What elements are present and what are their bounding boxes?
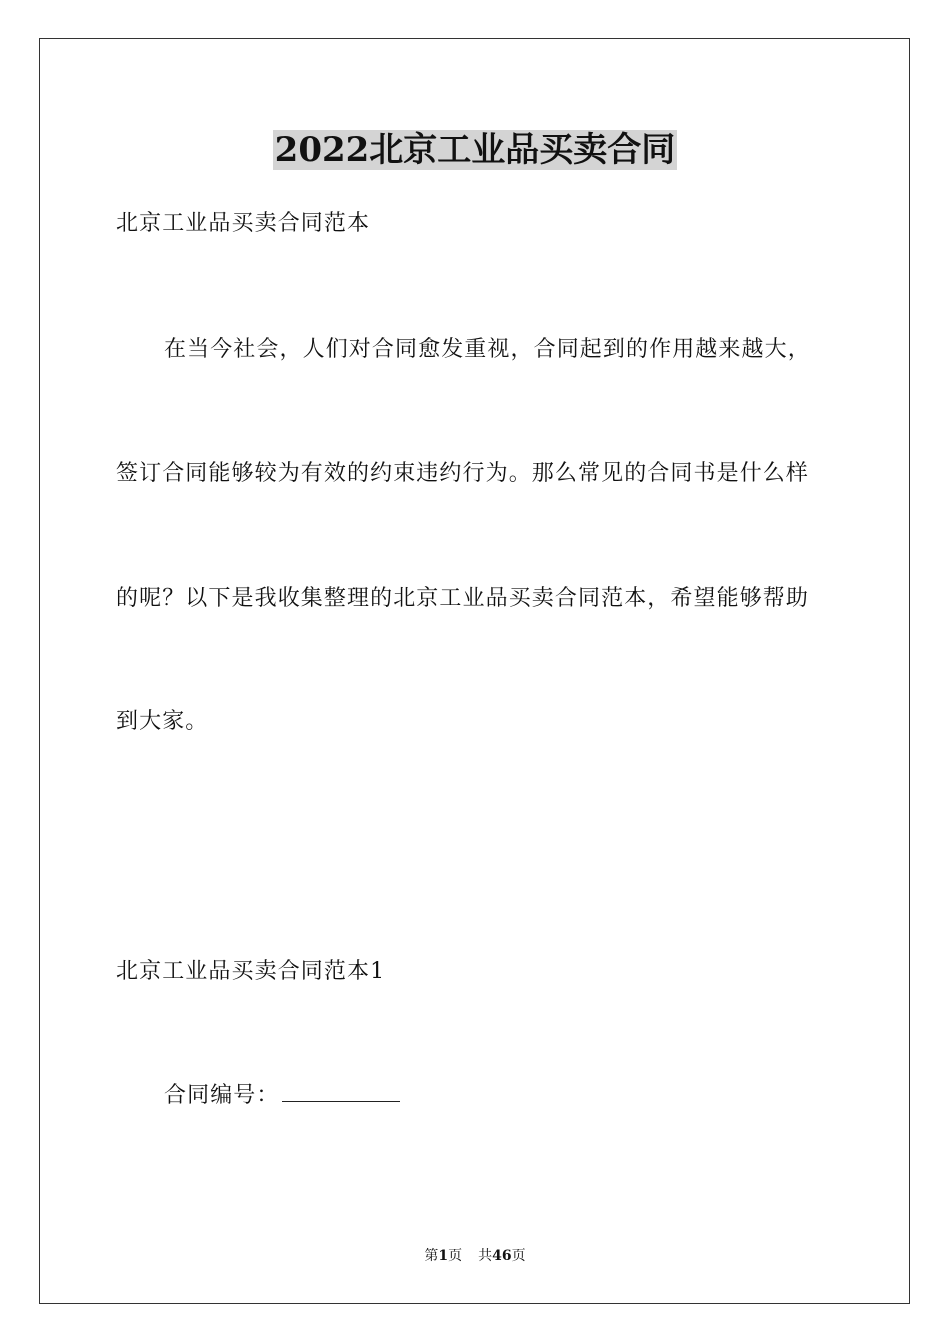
- intro-paragraph-line: 到大家。: [116, 709, 209, 734]
- document-subtitle: 北京工业品买卖合同范本: [116, 211, 371, 236]
- contract-number-row: [164, 1081, 400, 1111]
- footer-total-suffix: 页: [511, 1248, 526, 1264]
- intro-paragraph-line: 签订合同能够较为有效的约束违约行为。那么常见的合同书是什么样: [116, 461, 810, 486]
- document-title: [0, 128, 950, 172]
- contract-number-blank: [282, 1081, 400, 1102]
- document-title-text: 2022北京工业品买卖合同: [274, 130, 676, 170]
- footer-page-suffix: 页: [448, 1248, 463, 1264]
- page-footer: [0, 1247, 950, 1265]
- intro-paragraph-line: 的呢？以下是我收集整理的北京工业品买卖合同范本，希望能够帮助: [116, 586, 810, 611]
- section-heading: 北京工业品买卖合同范本1: [116, 959, 386, 984]
- contract-number-label: 合同编号：: [164, 1083, 280, 1108]
- footer-total-prefix: 共: [478, 1248, 493, 1264]
- footer-page-total: 46: [492, 1248, 512, 1264]
- footer-page-current: 1: [438, 1248, 449, 1264]
- intro-paragraph-line: 在当今社会，人们对合同愈发重视，合同起到的作用越来越大，: [164, 337, 811, 362]
- footer-page-prefix: 第: [424, 1248, 439, 1264]
